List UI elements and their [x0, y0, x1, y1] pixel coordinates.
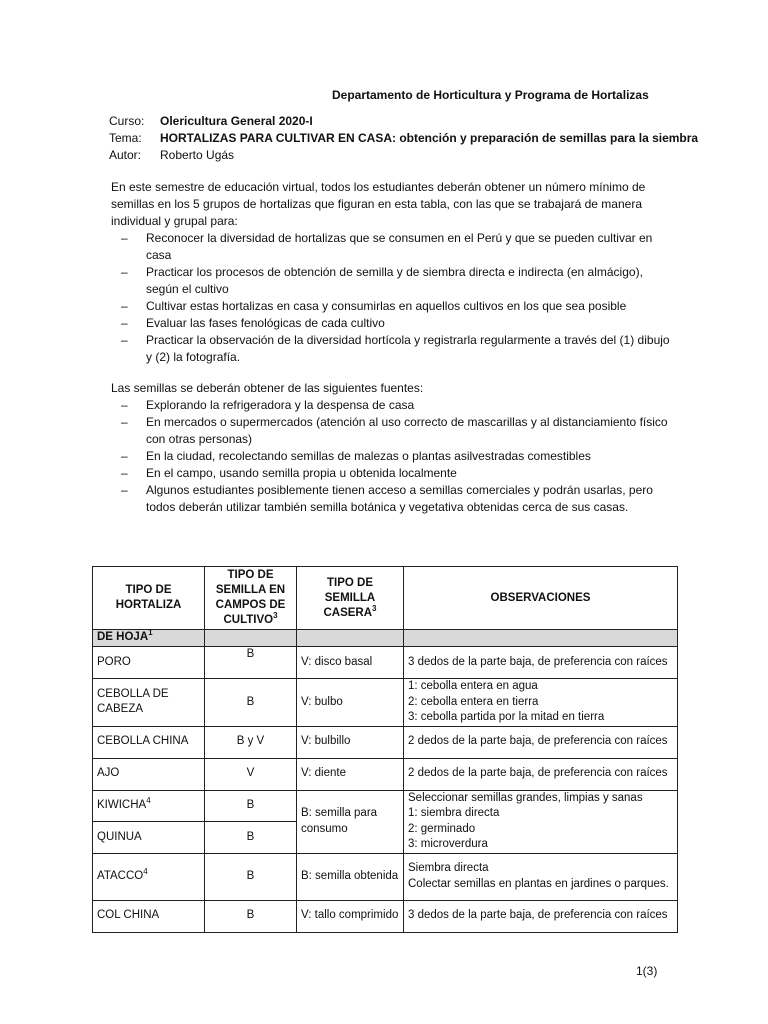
department-header: Departamento de Horticultura y Programa de Hortalizas	[332, 88, 649, 102]
author-label: Autor:	[109, 148, 142, 162]
cell-observaciones	[404, 853, 678, 900]
list-item-text: Algunos estudiantes posiblemente tienen acceso a semillas comerciales y podrán usarlas, pero todos deberán utilizar también semilla botánica y vegetativa obtenidas cerca de sus casas.	[146, 483, 653, 514]
table-group-row	[93, 630, 678, 647]
list-item-text: Cultivar estas hortalizas en casa y consumirlas en aquellos cultivos en los que sea posible	[146, 299, 627, 313]
topic-label: Tema:	[109, 131, 142, 145]
list-item-text: Practicar los procesos de obtención de semilla y de siembra directa e indirecta (en almácigo), según el cultivo	[146, 265, 643, 296]
cell-campo: B	[205, 853, 297, 900]
intro-paragraph: En este semestre de educación virtual, todos los estudiantes deberán obtener un número mínimo de semillas en los 5 grupos de hortalizas que figuran en esta tabla, con las que se trabajará de manera individual y grupal para:	[111, 180, 646, 228]
dash-marker: –	[121, 483, 128, 497]
sources-paragraph: Las semillas se deberán obtener de las siguientes fuentes:	[111, 381, 424, 395]
cell-casera: V: bulbillo	[297, 726, 404, 758]
cell-hortaliza: PORO	[93, 647, 205, 679]
list-item	[111, 465, 671, 482]
footnote-ref: 3	[372, 603, 377, 613]
cell-hortaliza: CEBOLLA DE CABEZA	[93, 679, 205, 727]
header-tipo-semilla-campos: TIPO DE SEMILLA EN CAMPOS DE CULTIVO$^3$	[205, 567, 297, 630]
list-item-text: En mercados o supermercados (atención al uso correcto de mascarillas y al distanciamiento físico con otras personas)	[146, 415, 668, 446]
cell-observaciones: 2 dedos de la parte baja, de preferencia con raíces	[404, 758, 678, 790]
cell-campo: B y V	[205, 726, 297, 758]
obs-line: 2: germinado	[408, 822, 476, 835]
cell-casera-merged: B: semilla para consumo	[297, 790, 404, 853]
cell-hortaliza: CEBOLLA CHINA	[93, 726, 205, 758]
author-value: Roberto Ugás	[160, 148, 235, 162]
header-tipo-hortaliza: TIPO DE HORTALIZA	[93, 567, 205, 630]
list-item	[111, 397, 671, 414]
cell-observaciones: 2 dedos de la parte baja, de preferencia con raíces	[404, 726, 678, 758]
topic-row	[109, 130, 729, 147]
cell-campo: B	[205, 679, 297, 727]
cell-casera: V: disco basal	[297, 647, 404, 679]
dash-marker: –	[121, 265, 128, 279]
cell-observaciones: 3 dedos de la parte baja, de preferencia con raíces	[404, 900, 678, 932]
table-row	[93, 900, 678, 932]
obs-line: 1: siembra directa	[408, 807, 500, 819]
footnote-ref: 3	[273, 611, 278, 621]
cell-casera: V: diente	[297, 758, 404, 790]
course-meta	[109, 113, 729, 164]
obs-line: 1: cebolla entera en agua	[408, 680, 538, 692]
course-row	[109, 113, 729, 130]
obs-line: Siembra directa	[408, 862, 489, 874]
dash-marker: –	[121, 415, 128, 429]
obs-line: 3: microverdura	[408, 838, 488, 850]
table-row	[93, 758, 678, 790]
cell-campo: B	[205, 790, 297, 822]
cell-hortaliza: QUINUA	[93, 822, 205, 854]
cell-hortaliza: COL CHINA	[93, 900, 205, 932]
footnote-ref: 1	[148, 628, 153, 638]
header-observaciones: OBSERVACIONES	[404, 567, 678, 630]
topic-value: HORTALIZAS PARA CULTIVAR EN CASA: obtención y preparación de semillas para la siembra	[160, 131, 699, 145]
cell-casera: V: tallo comprimido	[297, 900, 404, 932]
footnote-ref: 4	[146, 796, 151, 806]
sources-section	[111, 380, 671, 516]
list-item-text: Practicar la observación de la diversidad hortícola y registrarla regularmente a través del (1) dibujo y (2) la fotografía.	[146, 333, 670, 364]
author-row	[109, 147, 729, 164]
dash-marker: –	[121, 449, 128, 463]
dash-marker: –	[121, 333, 128, 347]
list-item	[111, 482, 671, 516]
list-item	[111, 315, 671, 332]
cell-hortaliza: KIWICHA$^4$	[93, 790, 205, 822]
page-number: 1(3)	[636, 964, 658, 978]
cell-campo: V	[205, 758, 297, 790]
list-item	[111, 264, 671, 298]
intro-section	[111, 179, 671, 366]
list-item-text: Evaluar las fases fenológicas de cada cultivo	[146, 316, 385, 330]
header-tipo-semilla-casera: TIPO DE SEMILLA CASERA$^3$	[297, 567, 404, 630]
obs-line: Colectar semillas en plantas en jardines o parques.	[408, 877, 669, 890]
dash-marker: –	[121, 299, 128, 313]
cell-campo: B	[205, 822, 297, 854]
table-row	[93, 679, 678, 727]
cell-observaciones	[404, 679, 678, 727]
cell-campo: B	[205, 647, 297, 679]
table-row	[93, 726, 678, 758]
dash-marker: –	[121, 316, 128, 330]
objectives-list	[111, 230, 671, 366]
cell-observaciones: 3 dedos de la parte baja, de preferencia con raíces	[404, 647, 678, 679]
table-header-row	[93, 567, 678, 630]
table-row	[93, 853, 678, 900]
table-row	[93, 790, 678, 822]
cell-hortaliza: ATACCO$^4$	[93, 853, 205, 900]
course-label: Curso:	[109, 114, 145, 128]
list-item-text: Explorando la refrigeradora y la despensa de casa	[146, 398, 415, 412]
seed-table	[92, 566, 678, 933]
obs-line: Seleccionar semillas grandes, limpias y sanas	[408, 791, 643, 804]
list-item	[111, 448, 671, 465]
list-item	[111, 332, 671, 366]
cell-casera: V: bulbo	[297, 679, 404, 727]
group-label: DE HOJA$^1$	[93, 630, 205, 647]
list-item	[111, 230, 671, 264]
list-item	[111, 298, 671, 315]
cell-casera: B: semilla obtenida	[297, 853, 404, 900]
cell-hortaliza: AJO	[93, 758, 205, 790]
list-item-text: En la ciudad, recolectando semillas de malezas o plantas asilvestradas comestibles	[146, 449, 591, 463]
list-item-text: En el campo, usando semilla propia u obtenida localmente	[146, 466, 457, 480]
dash-marker: –	[121, 231, 128, 245]
cell-campo: B	[205, 900, 297, 932]
footnote-ref: 4	[143, 866, 148, 876]
obs-line: 3: cebolla partida por la mitad en tierra	[408, 711, 605, 723]
list-item-text: Reconocer la diversidad de hortalizas que se consumen en el Perú y que se pueden cultivar en casa	[146, 231, 653, 262]
sources-list	[111, 397, 671, 516]
dash-marker: –	[121, 466, 128, 480]
obs-line: 2: cebolla entera en tierra	[408, 695, 539, 708]
table-row	[93, 647, 678, 679]
course-value: Olericultura General 2020-I	[160, 114, 313, 128]
dash-marker: –	[121, 398, 128, 412]
list-item	[111, 414, 671, 448]
cell-observaciones-merged	[404, 790, 678, 853]
